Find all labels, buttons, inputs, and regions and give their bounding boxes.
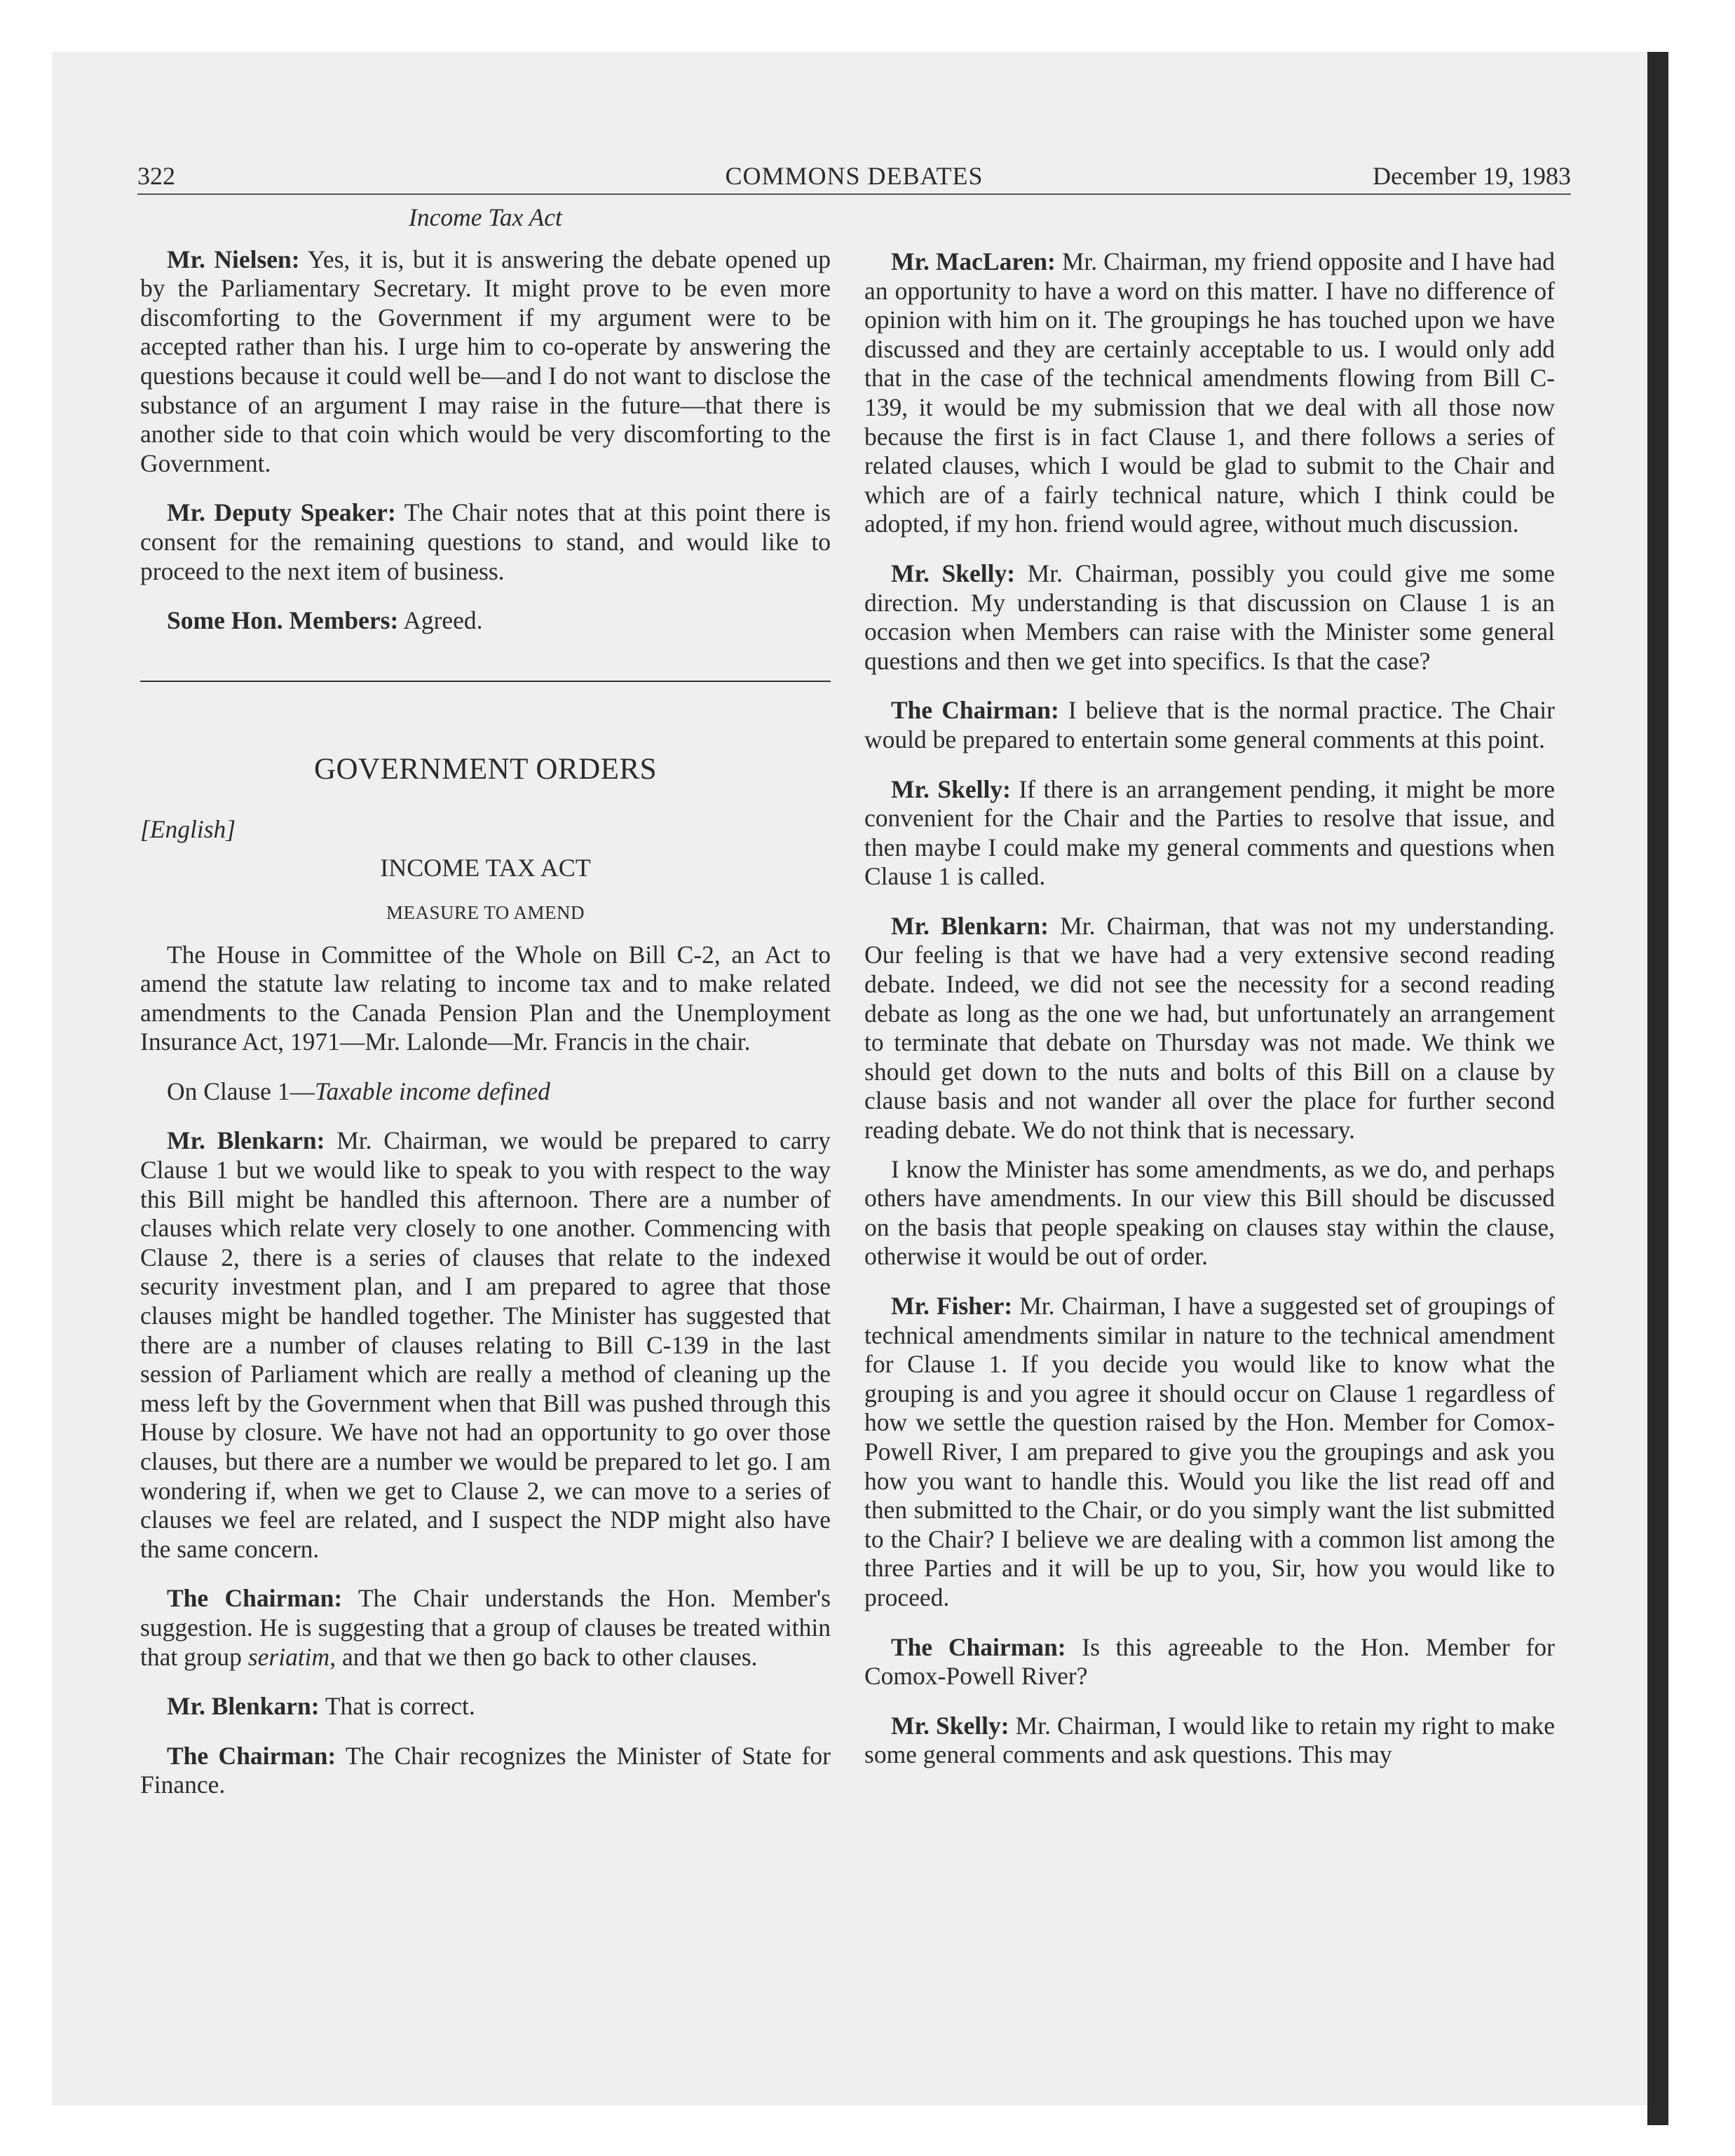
speaker: The Chairman: [167, 1741, 336, 1770]
speech-italic: seriatim [247, 1642, 330, 1671]
speech-blenkarn-1 [140, 1126, 831, 1564]
speech-text: Is this agreeable to the Hon. Member for Comox-Powell River? [864, 1632, 1555, 1691]
speaker: Mr. Deputy Speaker: [167, 498, 396, 527]
speech-text: Mr. Chairman, I have a suggested set of groupings of technical amendments similar in nature to the technical amendment for Clause 1. If you decide you would like to know what the grouping is and you agree it should occur on Clause 1 regardless of how we settle the question raised by the Hon. Member for Comox-Powell River, I am prepared to give you the groupings and ask you how you want to handle this. Would you like the list read off and then submitted to the Chair, or do you simply want the list submitted to the Chair? I believe we are dealing with a common list among the three Parties and it will be up to you, Sir, how you would like to proceed. [864, 1292, 1555, 1611]
speech-text: Mr. Chairman, my friend opposite and I have had an opportunity to have a word on this matter. I have no difference of opinion with him on it. The groupings he has touched upon we have discussed and they are certainly acceptable to us. I would only add that in the case of the technical amendments flowing from Bill C-139, it would be my submission that we deal with all those now because the first is in fact Clause 1, and there follows a series of related clauses, which I would be glad to submit to the Chair and which are of a fairly technical nature, which I think could be adopted, if my hon. friend would agree, without much discussion. [864, 247, 1555, 538]
speech-chairman-2 [140, 1742, 831, 1800]
speech-text: Mr. Chairman, we would be prepared to carry Clause 1 but we would like to speak to you with respect to the way this Bill might be handled this afternoon. There are a number of clauses which relate very closely to one another. Commencing with Clause 2, there is a series of clauses that relate to the indexed security investment plan, and I am prepared to agree that those clauses might be handled together. The Minister has suggested that there are a number of clauses relating to Bill C-139 in the last session of Parliament which are really a method of cleaning up the mess left by the Government when that Bill was pushed through this House by closure. We have not had an opportunity to go over those clauses, but there are a number we would be prepared to let go. I am wondering if, when we get to Clause 2, we can move to a series of clauses we feel are related, and I suspect the NDP might also have the same concern. [140, 1126, 831, 1563]
speech-skelly-1 [864, 559, 1555, 676]
speech-text: Agreed. [398, 606, 483, 635]
section-title: GOVERNMENT ORDERS [313, 752, 658, 786]
speech-text: Mr. Chairman, possibly you could give me some direction. My understanding is that discussion on Clause 1 is an occasion when Members can raise with the Minister some general questions and then we get into specifics. Is that the case? [864, 559, 1556, 675]
page-header [137, 158, 1571, 195]
speech-blenkarn-3-cont: I know the Minister has some amendments, as we do, and perhaps others have amendments. In our view this Bill should be discussed on the basis that people speaking on clauses stay within the clause, otherwise it would be out of order. [864, 1154, 1555, 1271]
speech-fisher [864, 1292, 1555, 1613]
speaker: Mr. Nielsen: [167, 245, 300, 273]
subsubject-heading: MEASURE TO AMEND [386, 901, 585, 923]
speaker: Mr. Blenkarn: [891, 911, 1049, 940]
subject-heading: INCOME TAX ACT [380, 854, 591, 882]
speech-chairman-4 [864, 1633, 1555, 1691]
speech-text: , and that we then go back to other clauses. [329, 1642, 758, 1671]
speech-members [140, 606, 831, 636]
speaker: Mr. Blenkarn: [167, 1126, 325, 1155]
clause-prefix: On Clause 1— [167, 1077, 315, 1105]
speaker: Mr. Skelly: [891, 559, 1016, 587]
speech-maclaren [864, 247, 1555, 539]
language-tag: [English] [140, 814, 236, 843]
speaker: Mr. Fisher: [891, 1292, 1013, 1320]
speech-text: Yes, it is, but it is answering the debate opened up by the Parliamentary Secretary. It might prove to be even more discomforting to the Government if my argument were to be accepted rather than his. I urge him to co-operate by answering the questions because it could well be—and I do not want to disclose the substance of an argument I may raise in the future—that there is another side to that coin which would be very discomforting to the Government. [140, 245, 831, 477]
clause-heading [140, 1077, 831, 1107]
speech-text: I believe that is the normal practice. The Chair would be prepared to entertain some general comments at this point. [864, 696, 1555, 753]
running-head: Income Tax Act [409, 203, 562, 231]
speaker: The Chairman: [891, 696, 1059, 725]
speaker: Mr. Blenkarn: [167, 1692, 320, 1721]
speech-chairman-3 [864, 696, 1555, 754]
speaker: Mr. Skelly: [891, 775, 1011, 803]
speaker: The Chairman: [891, 1632, 1066, 1661]
speech-nielsen [140, 245, 831, 479]
speaker: Some Hon. Members: [167, 606, 399, 635]
speech-text: If there is an arrangement pending, it might be more convenient for the Chair and the Parties to resolve that issue, and then maybe I could make my general comments and questions when Clause 1 is called. [864, 775, 1555, 891]
speech-deputy-speaker [140, 498, 831, 586]
speech-skelly-2 [864, 775, 1555, 892]
right-column [864, 247, 1555, 1790]
left-column [140, 203, 831, 1820]
clause-title: Taxable income defined [315, 1077, 550, 1105]
speech-text: The Chair notes that at this point there is consent for the remaining questions to stand, and would like to proceed to the next item of business. [140, 498, 831, 585]
speech-blenkarn-3 [864, 912, 1555, 1145]
speech-text: That is correct. [319, 1692, 475, 1721]
speaker: Mr. MacLaren: [891, 247, 1056, 275]
speech-text: The Chair understands the Hon. Member's suggestion. He is suggesting that a group of clauses be treated within that group [140, 1584, 831, 1671]
publication-title: COMMONS DEBATES [725, 162, 984, 190]
speech-text: Mr. Chairman, I would like to retain my right to make some general comments and ask questions. This may [864, 1711, 1556, 1769]
speech-text: Mr. Chairman, that was not my understanding. Our feeling is that we have had a very extensive second reading debate. Indeed, we did not see the necessity for a second reading debate as long as the one we had, but unfortunately an arrangement to terminate that debate on Thursday was not made. We think we should get down to the nuts and bolts of this Bill on a clause by clause basis and not wander all over the place for further second reading debate. We do not think that is necessary. [864, 911, 1555, 1145]
page-number: 322 [137, 162, 175, 190]
speaker: Mr. Skelly: [891, 1711, 1009, 1740]
section-divider [140, 681, 831, 682]
committee-statement: The House in Committee of the Whole on Bill C-2, an Act to amend the statute law relating to income tax and to make related amendments to the Canada Pension Plan and the Unemployment Insurance Act, 1971—Mr. Lalonde—Mr. Francis in the chair. [140, 940, 831, 1056]
speech-text: The Chair recognizes the Minister of State for Finance. [140, 1741, 831, 1799]
speech-skelly-3 [864, 1712, 1555, 1770]
scan-edge-bar [1647, 52, 1668, 2125]
speaker: The Chairman: [167, 1584, 343, 1613]
page-date: December 19, 1983 [1373, 162, 1571, 190]
speech-blenkarn-2 [140, 1692, 831, 1721]
speech-chairman-1 [140, 1584, 831, 1672]
